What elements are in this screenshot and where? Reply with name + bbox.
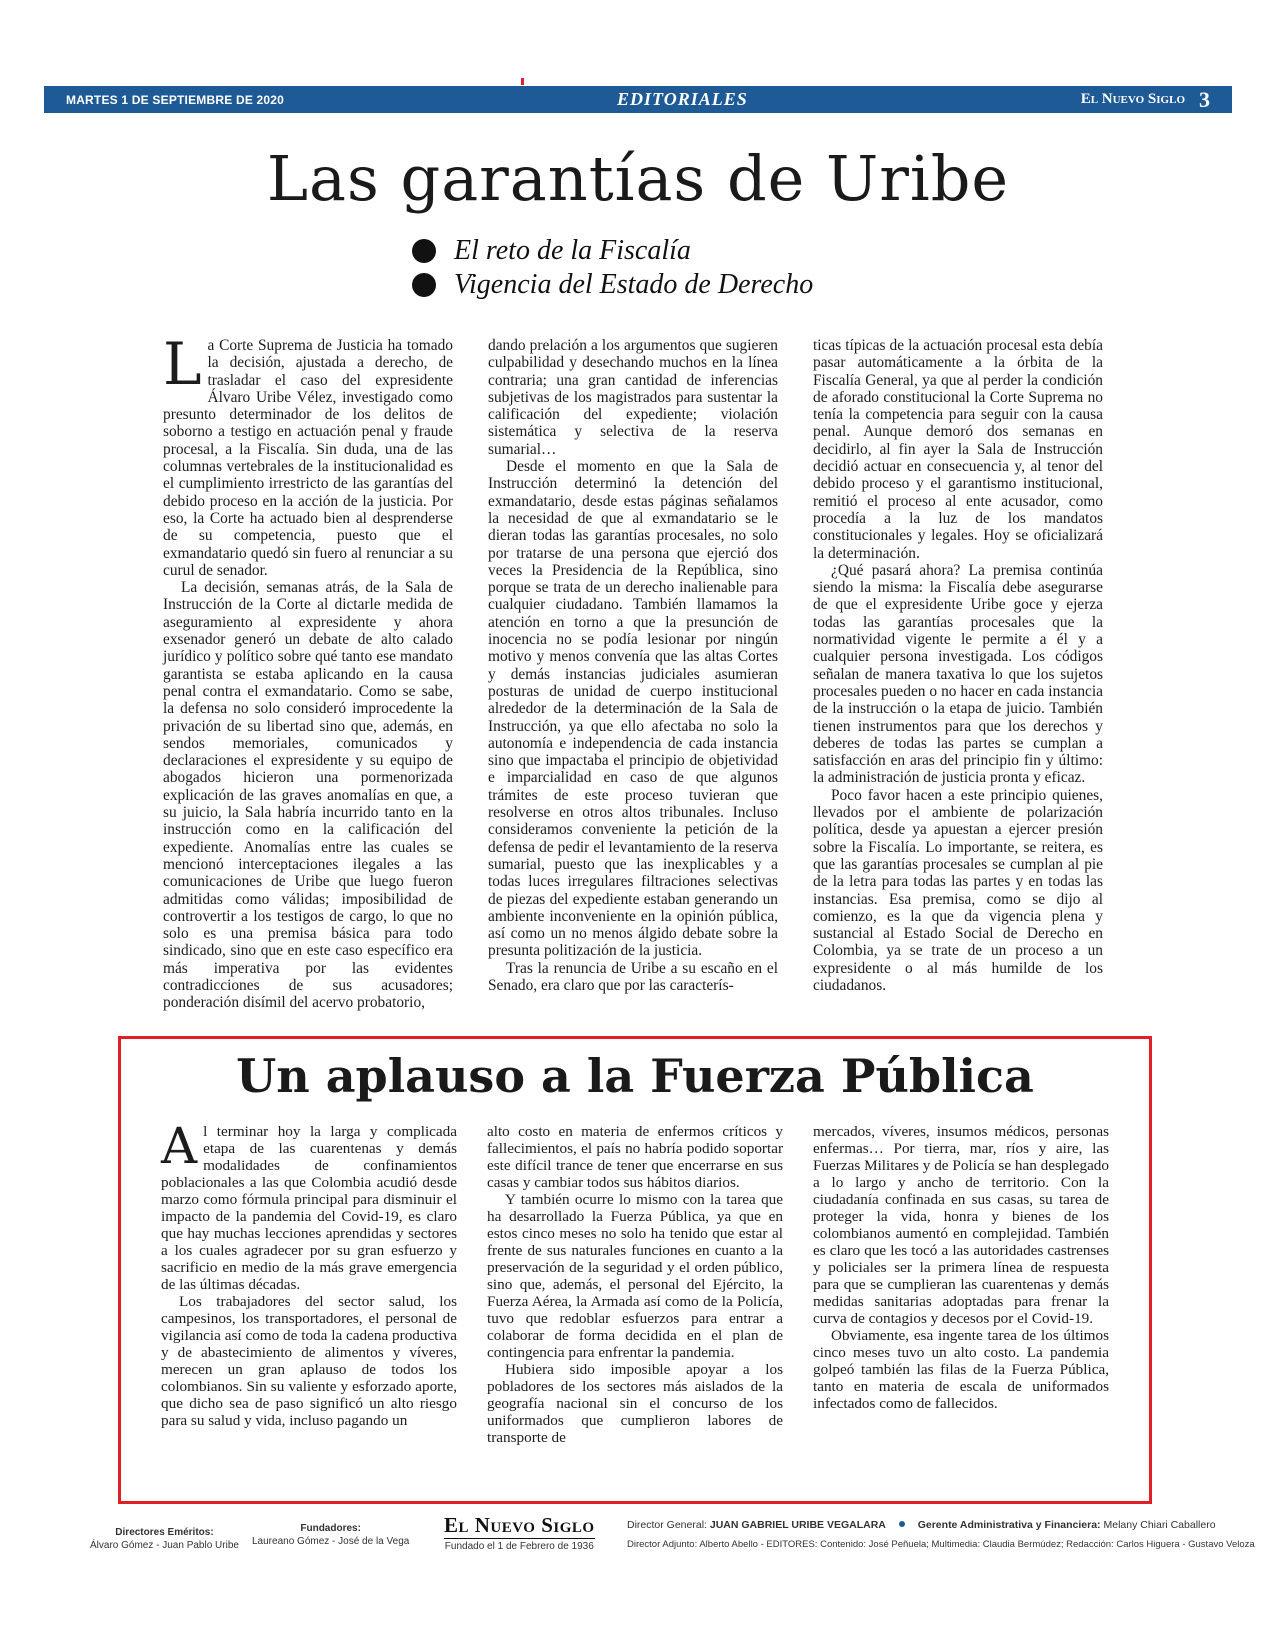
staff-line-1 [627,1516,1255,1535]
bullet-icon [412,273,436,297]
header-right [1081,87,1210,113]
founders-label: Fundadores: [300,1523,361,1534]
paragraph: Hubiera sido imposible apoyar a los pobladores de los sectores más aislados de la geografía nacional sin el concurso de los uniformados que cumplieron labores de transporte de [487,1361,783,1446]
paragraph: alto costo en materia de enfermos críticos y fallecimientos, el país no habría podido soportar este difícil trance de tener que encerrarse en sus casas y cambiar todos sus hábitos diarios. [487,1123,783,1191]
paragraph: Y también ocurre lo mismo con la tarea que ha desarrollado la Fuerza Pública, ya que en estos cinco meses no solo ha tenido que estar al frente de sus naturales funciones en cuanto a la preservación de la seguridad y el orden público, sino que, además, el personal del Ejército, la Fuerza Aérea, la Armada así como de la Policía, tuvo que redoblar esfuerzos para entrar a colaborar de forma decidida en el plan de contingencia para enfrentar la pandemia. [487,1191,783,1361]
footer-logo [444,1513,595,1552]
section-marker [521,78,524,85]
paragraph: ¿Qué pasará ahora? La premisa continúa siendo la misma: la Fiscalía debe asegurarse de que el expresidente Uribe goce y ejerza todas las garantías procesales que la normatividad vigente le permite a él y a cualquier persona investigada. Los códigos señalan de manera taxativa lo que los sujetos procesales pueden o no hacer en cada instancia de la instrucción o la etapa de juicio. También tienen instrumentos para que los derechos y deberes de todas las partes se cumplan a satisfacción en aras del principio fin y último: la administración de justicia pronta y eficaz. [813,561,1103,787]
paragraph: Los trabajadores del sector salud, los campesinos, los transportadores, el personal de vigilancia así como de toda la cadena productiva y de abastecimiento de alimentos y víveres, merecen un gran aplauso de todos los colombianos. Sin su valiente y esforzado aporte, que dicho sea de paso significó un alto riesgo para su salud y vida, incluso pagando un [161,1293,457,1429]
article1-headline: Las garantías de Uribe [266,142,1010,215]
article2-column-2 [487,1123,783,1493]
deck-text: El reto de la Fiscalía [454,235,691,266]
issue-date: MARTES 1 DE SEPTIEMBRE DE 2020 [66,92,285,107]
directors-names: Álvaro Gómez - Juan Pablo Uribe [90,1540,239,1551]
paragraph: Desde el momento en que la Sala de Instrucción determinó la detención del exmandatario, desde estas páginas señalamos la necesidad de que al exmandatario se le dieran todas las garantías procesales, no solo por tratarse de una persona que ejerció dos veces la Presidencia de la República, sino porque se trata de un derecho inalienable para cualquier ciudadano. También llamamos la atención en torno a que la presunción de inocencia no se podía lesionar por ningún motivo y menos convenía que las altas Cortes y demás instancias judiciales asumieran posturas de unidad de cuerpo institucional alrededor de la determinación de la Sala de Instrucción, ya que ello afectaba no solo la autonomía e independencia de cada instancia sino que impactaba el principio de objetividad e imparcialidad en caso de que algunos trámites de este proceso tuvieran que resolverse en otros altos tribunales. Incluso consideramos conveniente la petición de la defensa de pedir el levantamiento de la reserva sumarial, puesto que las inexplicables y a todas luces irregulares filtraciones selectivas de piezas del expediente estaban generando un ambiente inconveniente en la opinión pública, así como un no menos álgido debate sobre la presunta politización de la justicia. [488,458,778,960]
dropcap: L [163,330,202,398]
paragraph: Obviamente, esa ingente tarea de los últimos cinco meses tuvo un alto costo. La pandemia golpeó también las filas de la Fuerza Pública, tanto en materia de escala de uniformados infectados como de fallecidos. [813,1327,1109,1412]
founded-date: Fundado el 1 de Febrero de 1936 [444,1541,594,1552]
section-title: EDITORIALES [617,89,748,109]
manager-name: Melany Chiari Caballero [1103,1519,1216,1531]
paragraph: La Corte Suprema de Justicia ha tomado la decisión, ajustada a derecho, de trasladar el caso del expresidente Álvaro Uribe Vélez, investigado como presunto determinador de los delitos de soborno a testigo en actuación penal y fraude procesal, a la Fiscalía. Sin duda, una de las columnas vertebrales de la institucionalidad es el cumplimiento irrestricto de las garantías del debido proceso en la acción de la justicia. Por eso, la Corte ha actuado bien al desprenderse de su competencia, puesto que el exmandatario quedó sin fuero al renunciar a su curul de senador. [163,330,453,579]
logo-text: El Nuevo Siglo [444,1513,595,1537]
staff-line-2: Director Adjunto: Alberto Abello - EDITORES: Contenido: José Peñuela; Multimedia: Claudia Bermúdez; Redacción: Carlos Higuera - Gustavo Veloza [627,1539,1255,1550]
article2-headline: Un aplauso a la Fuerza Pública [236,1049,1034,1103]
paragraph: Poco favor hacen a este principio quienes, llevados por el ambiente de polarización política, desde ya apuestan a ejercer presión sobre la Fiscalía. Lo importante, se reitera, es que las garantías procesales se cumplan al pie de la letra para todas las partes y en todas las instancias. Esa premisa, como se dijo al comienzo, es la que da vigencia plena y sustancial al Estado Social de Derecho en Colombia, ya se trate de un proceso a un expresidente o al más humilde de los ciudadanos. [813,786,1103,994]
director-general-label: Director General: [627,1519,707,1531]
manager-label: Gerente Administrativa y Financiera: [917,1519,1101,1531]
deck-item [412,234,813,268]
directors-emeritus [90,1526,239,1552]
publication-name: El Nuevo Siglo [1080,91,1185,107]
paragraph: La decisión, semanas atrás, de la Sala de Instrucción de la Corte al dictarle medida de aseguramiento al expresidente y ahora exsenador generó un debate de alto calado jurídico y político sobre qué tanto ese mandato garantista se estaba aplicando en la causa penal contra el exmandatario. Como se sabe, la defensa no solo consideró improcedente la privación de su libertad sino que, además, en sendos memoriales, comunicados y declaraciones el expresidente y su equipo de abogados hicieron una pormenorizada explicación de las graves anomalías en que, a su juicio, la Sala habría incurrido tanto en la instrucción como en la calificación del expediente. Anomalías entre las cuales se mencionó interceptaciones ilegales a las comunicaciones de Uribe que luego fueron admitidas como válidas; imposibilidad de controvertir a los testigos de cargo, lo que no solo es una premisa básica para todo sindicado, sino que en este caso específico era más imperativa por las evidentes contradicciones de sus acusadores; ponderación disímil del acervo probatorio, [163,579,453,1012]
article1-column-3 [813,337,1103,1017]
staff-credits [627,1516,1255,1554]
article2-column-1 [161,1117,457,1493]
article1-decks [412,234,813,302]
deck-item [412,268,813,302]
director-general-name: JUAN GABRIEL URIBE VEGALARA [709,1519,886,1531]
article2-box [118,1036,1152,1504]
masthead-footer [0,1510,1275,1570]
article2-column-3 [813,1123,1109,1493]
article2-body [161,1117,1109,1493]
paragraph: Tras la renuncia de Uribe a su escaño en el Senado, era claro que por las caracterís- [488,959,778,994]
article1-column-2 [488,337,778,1017]
dropcap: A [161,1117,198,1175]
paragraph: Al terminar hoy la larga y complicada etapa de las cuarentenas y demás modalidades de confinamientos poblacionales a las que Colombia acudió desde marzo como fórmula principal para disminuir el impacto de la pandemia del Covid-19, es claro que hay muchas lecciones aprendidas y sectores a los cuales agradecer por su gran esfuerzo y sacrificio en medio de la más grave emergencia de las últimas décadas. [161,1117,457,1293]
paragraph: mercados, víveres, insumos médicos, personas enfermas… Por tierra, mar, ríos y aire, las Fuerzas Militares y de Policía se han desplegado a lo largo y ancho de territorio. Con la ciudadanía confinada en sus casas, su tarea de proteger la vida, honra y bienes de los colombianos aumentó en complejidad. También es claro que les tocó a las autoridades castrenses y policiales ser la primera línea de respuesta para que se cumplieran las cuarentenas y demás medidas sanitarias adoptadas para frenar la curva de contagios y decesos por el Covid-19. [813,1123,1109,1327]
paragraph: dando prelación a los argumentos que sugieren culpabilidad y desechando muchos en la línea contraria; una gran cantidad de inferencias subjetivas de los magistrados para sustentar la calificación del expediente; violación sistemática y selectiva de la reserva sumarial… [488,337,778,458]
page-header-bar [44,86,1232,113]
bullet-icon [412,239,436,263]
founders [252,1522,409,1548]
paragraph: ticas típicas de la actuación procesal esta debía pasar automáticamente a la órbita de la Fiscalía General, ya que al perder la condición de aforado constitucional la Corte Suprema no tenía la competencia para seguir con la causa penal. Aunque demoró dos semanas en decidirlo, al fin ayer la Sala de Instrucción decidió actuar en consecuencia y, al tenor del debido proceso y el garantismo institucional, remitió el proceso al ente acusador, como procedía a la luz de los mandatos constitucionales y legales. Hoy se oficializará la determinación. [813,337,1103,562]
separator-dot-icon [899,1521,905,1527]
deck-text: Vigencia del Estado de Derecho [454,269,814,300]
founders-names: Laureano Gómez - José de la Vega [252,1536,410,1547]
article1-body [163,330,1103,1017]
directors-label: Directores Eméritos: [115,1527,214,1538]
page-number: 3 [1199,86,1210,112]
article1-column-1 [163,330,453,1017]
